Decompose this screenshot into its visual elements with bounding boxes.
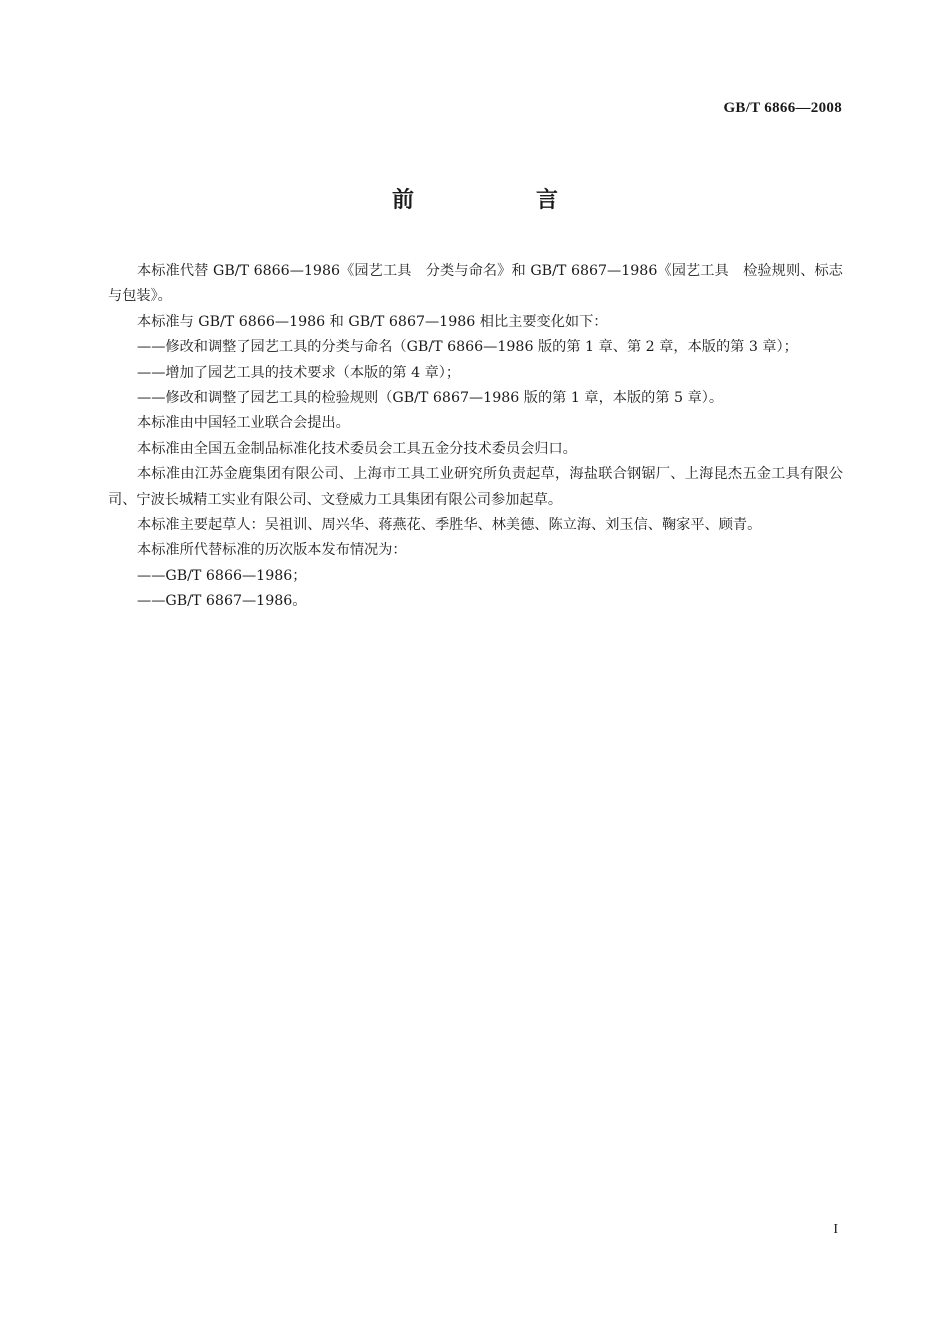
change-item-inspection-rules: ——修改和调整了园艺工具的检验规则（GB/T 6867—1986 版的第 1 章，本版的第 5 章）。 [137, 390, 724, 407]
paragraph-drafting-organizations: 本标准由江苏金鹿集团有限公司、上海市工具工业研究所负责起草，海盐联合钢锯厂、上海昆杰五金工具有限公司、宁波长城精工实业有限公司、文登威力工具集团有限公司参加起草。 [108, 466, 843, 508]
page-title: 前 言 [391, 188, 608, 213]
standard-code: GB/T 6866—2008 [723, 100, 842, 116]
change-item-technical-requirements: ——增加了园艺工具的技术要求（本版的第 4 章）； [137, 364, 461, 381]
history-item-6866: ——GB/T 6866—1986； [137, 567, 307, 584]
history-item-6867: ——GB/T 6867—1986。 [137, 593, 307, 610]
paragraph-changes-intro: 本标准与 GB/T 6866—1986 和 GB/T 6867—1986 相比主要变化如下： [137, 313, 608, 330]
paragraph-proposed-by: 本标准由中国轻工业联合会提出。 [137, 415, 350, 432]
foreword-body [108, 259, 843, 615]
paragraph-history-intro: 本标准所代替标准的历次版本发布情况为： [137, 542, 407, 559]
paragraph-replacement: 本标准代替 GB/T 6866—1986《园艺工具 分类与命名》和 GB/T 6867—1986《园艺工具 检验规则、标志与包装》。 [108, 263, 843, 305]
change-item-classification: ——修改和调整了园艺工具的分类与命名（GB/T 6866—1986 版的第 1 章、第 2 章，本版的第 3 章）； [137, 339, 798, 356]
paragraph-centralized-by: 本标准由全国五金制品标准化技术委员会工具五金分技术委员会归口。 [137, 440, 577, 457]
paragraph-drafters: 本标准主要起草人：吴祖训、周兴华、蒋燕花、季胜华、林美德、陈立海、刘玉信、鞠家平、顾青。 [137, 517, 762, 534]
page-number: I [833, 1222, 838, 1237]
